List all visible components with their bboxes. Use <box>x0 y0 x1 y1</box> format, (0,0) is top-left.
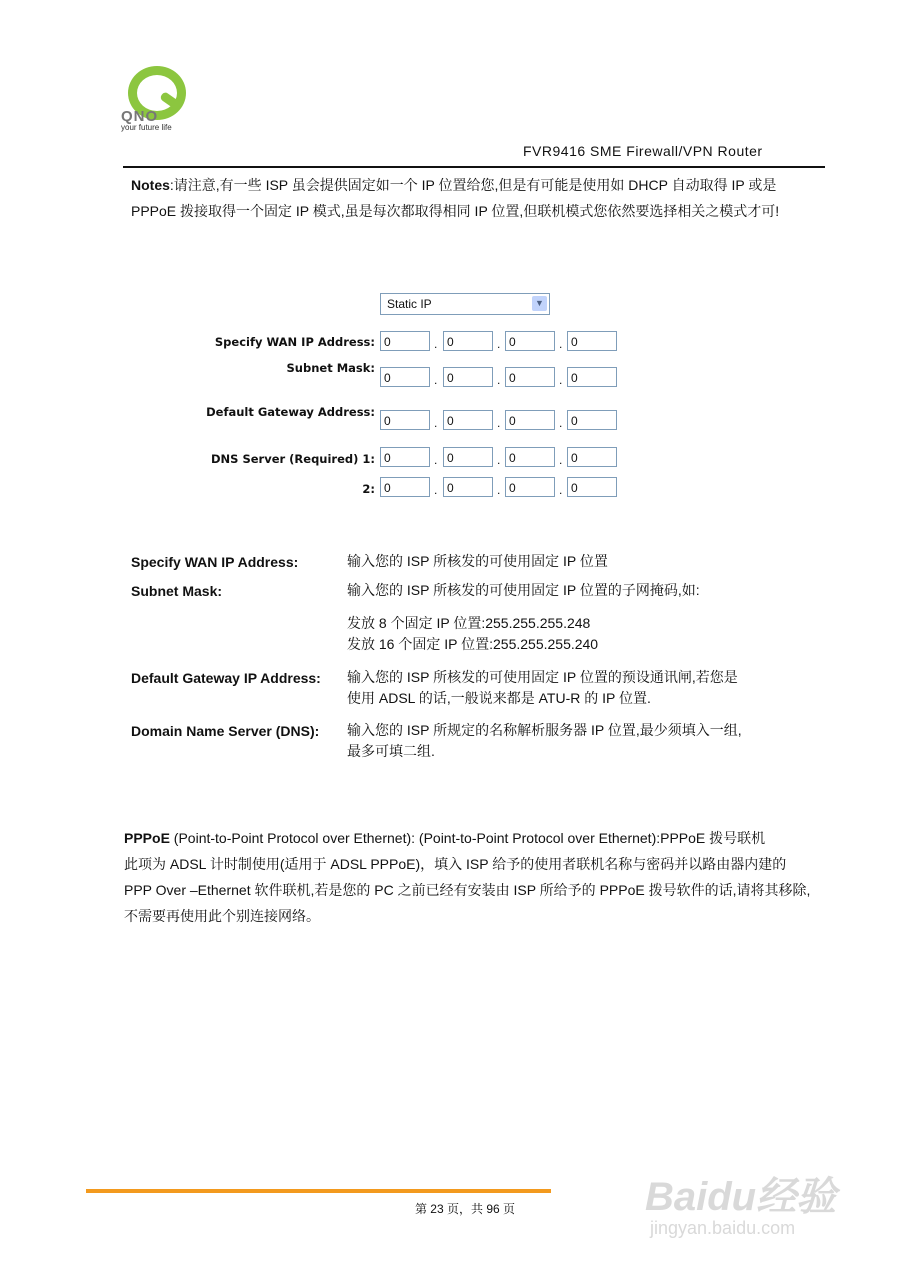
logo-wordmark: QNO <box>121 108 159 125</box>
baidu-watermark: Baidu经验 <box>645 1175 837 1219</box>
definition-text: 输入您的 ISP 所核发的可使用固定 IP 位置 <box>347 553 608 569</box>
form-field-label: Subnet Mask: <box>286 361 375 375</box>
pppoe-line: 不需要再使用此个别连接网络。 <box>124 908 320 924</box>
octet-separator: . <box>497 453 501 467</box>
octet-separator: . <box>559 337 563 351</box>
connection-type-select[interactable] <box>380 293 550 315</box>
octet-separator: . <box>559 373 563 387</box>
octet-separator: . <box>559 483 563 497</box>
ip-octet-input[interactable]: 0 <box>567 447 617 467</box>
header-title: FVR9416 SME Firewall/VPN Router <box>523 143 763 159</box>
definition-text: 最多可填二组. <box>347 743 435 759</box>
octet-separator: . <box>434 373 438 387</box>
ip-octet-input[interactable]: 0 <box>380 477 430 497</box>
ip-octet-input[interactable]: 0 <box>380 331 430 351</box>
form-field-label: 2: <box>362 482 375 496</box>
header-divider <box>123 166 825 168</box>
ip-octet-input[interactable]: 0 <box>443 331 493 351</box>
form-field-label: Specify WAN IP Address: <box>214 335 375 349</box>
chevron-down-icon: ▼ <box>532 296 547 311</box>
definition-term: Domain Name Server (DNS): <box>131 723 320 739</box>
ip-octet-input[interactable]: 0 <box>380 410 430 430</box>
footer-divider <box>86 1189 551 1193</box>
logo-tagline: your future life <box>121 123 172 132</box>
form-field-label: DNS Server (Required) 1: <box>210 452 375 466</box>
baidu-watermark-url: jingyan.baidu.com <box>650 1218 796 1238</box>
ip-octet-input[interactable]: 0 <box>380 447 430 467</box>
octet-separator: . <box>434 483 438 497</box>
ip-octet-input[interactable]: 0 <box>505 447 555 467</box>
pppoe-line: (Point-to-Point Protocol over Ethernet): (Point-to-Point Protocol over Ethernet):PPPoE 拨号联机 <box>169 830 766 846</box>
ip-octet-input[interactable]: 0 <box>443 447 493 467</box>
ip-octet-input[interactable]: 0 <box>567 477 617 497</box>
pppoe-line: 此项为 ADSL 计时制使用(适用于 ADSL PPPoE)，填入 ISP 给予的使用者联机名称与密码并以路由器内建的 <box>124 856 787 872</box>
octet-separator: . <box>434 416 438 430</box>
octet-separator: . <box>559 453 563 467</box>
octet-separator: . <box>434 453 438 467</box>
ip-octet-input[interactable]: 0 <box>505 367 555 387</box>
octet-separator: . <box>497 337 501 351</box>
ip-octet-input[interactable]: 0 <box>505 477 555 497</box>
octet-separator: . <box>497 416 501 430</box>
definition-term: Default Gateway IP Address: <box>131 670 321 686</box>
ip-octet-input[interactable]: 0 <box>443 367 493 387</box>
ip-octet-input[interactable]: 0 <box>505 410 555 430</box>
ip-octet-input[interactable]: 0 <box>380 367 430 387</box>
ip-octet-input[interactable]: 0 <box>567 331 617 351</box>
octet-separator: . <box>497 373 501 387</box>
notes-label: Notes <box>131 177 170 193</box>
ip-octet-input[interactable]: 0 <box>443 410 493 430</box>
definition-term: Specify WAN IP Address: <box>131 554 299 570</box>
octet-separator: . <box>434 337 438 351</box>
ip-octet-input[interactable]: 0 <box>505 331 555 351</box>
ip-octet-input[interactable]: 0 <box>567 367 617 387</box>
notes-line: :请注意,有一些 ISP 虽会提供固定如一个 IP 位置给您,但是有可能是使用如 DHCP 自动取得 IP 或是 <box>169 177 777 193</box>
notes-paragraph <box>131 172 779 224</box>
definition-text: 发放 16 个固定 IP 位置:255.255.255.240 <box>347 636 599 652</box>
definition-text: 输入您的 ISP 所规定的名称解析服务器 IP 位置,最少须填入一组, <box>347 722 742 738</box>
form-field-label: Default Gateway Address: <box>206 405 375 419</box>
notes-line: PPPoE 拨接取得一个固定 IP 模式,虽是每次都取得相同 IP 位置,但联机模式您依然要选择相关之模式才可! <box>131 203 780 219</box>
pppoe-line: PPP Over –Ethernet 软件联机,若是您的 PC 之前已经有安装由 ISP 所给予的 PPPoE 拨号软件的话,请将其移除, <box>124 882 811 898</box>
pppoe-paragraph <box>124 825 810 929</box>
definition-term: Subnet Mask: <box>131 583 223 599</box>
definition-text: 使用 ADSL 的话,一般说来都是 ATU-R 的 IP 位置. <box>347 690 651 706</box>
octet-separator: . <box>559 416 563 430</box>
ip-octet-input[interactable]: 0 <box>567 410 617 430</box>
definition-text: 输入您的 ISP 所核发的可使用固定 IP 位置的子网掩码,如: <box>347 582 700 598</box>
pppoe-label: PPPoE <box>124 830 170 846</box>
ip-octet-input[interactable]: 0 <box>443 477 493 497</box>
select-value: Static IP <box>387 297 432 311</box>
static-ip-form-screenshot <box>155 285 625 505</box>
octet-separator: . <box>497 483 501 497</box>
definition-text: 输入您的 ISP 所核发的可使用固定 IP 位置的预设通讯闸,若您是 <box>347 669 738 685</box>
definition-text: 发放 8 个固定 IP 位置:255.255.255.248 <box>347 615 591 631</box>
page-number: 第 23 页，共 96 页 <box>414 1202 516 1216</box>
